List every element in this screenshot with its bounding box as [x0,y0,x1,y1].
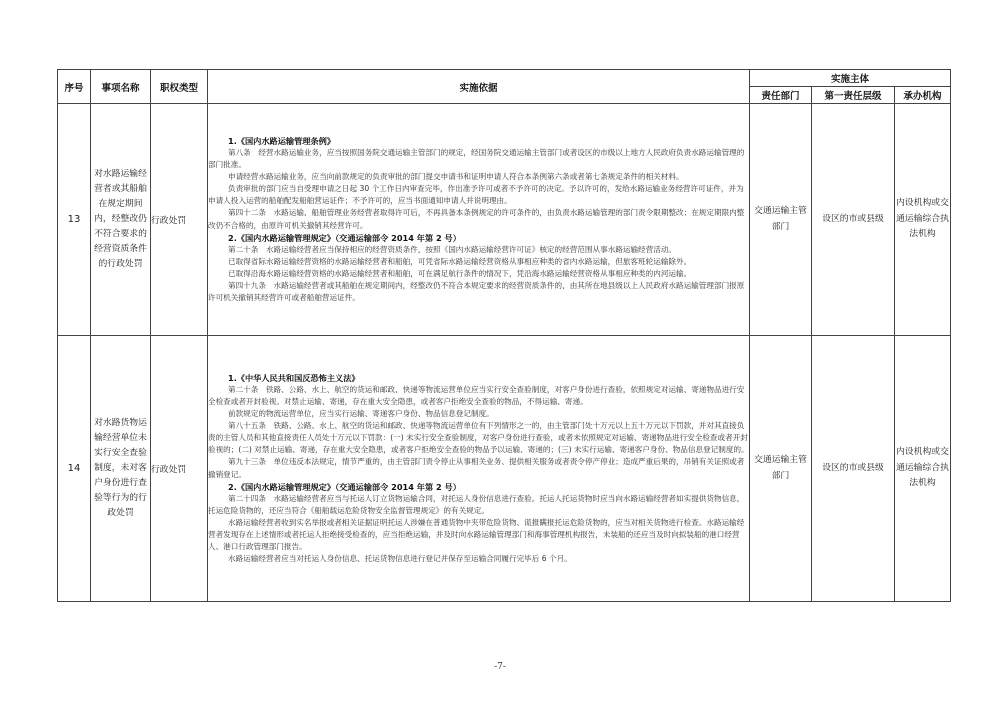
item-name: 对水路货物运输经营单位未实行安全查验制度，未对客户身份进行查验等行为的行政处罚 [91,336,151,602]
law-paragraph: 申请经营水路运输业务，应当向前款规定的负责审批的部门提交申请书和证明申请人符合本条例第六条或者第七条规定条件的相关材料。 [228,172,684,182]
power-type: 行政处罚 [151,104,208,336]
law-paragraph: 第四十二条 水路运输、船舶管理业务经营者取得许可后，不再具备本条例规定的许可条件的，由负责水路运输管理的部门责令限期整改；在规定期限内整改仍不合格的，由原许可机关撤销其经营许可。 [208,208,745,230]
law-title: 1.《国内水路运输管理条例》 [228,135,336,146]
row-number: 14 [58,336,91,602]
item-name: 对水路运输经营者或其船舶在规定期间内，经整改仍不符合要求的经营资质条件的行政处罚 [91,104,151,336]
basis-cell [208,336,750,602]
header-first-level: 第一责任层级 [812,87,895,104]
undertaker: 内设机构或交通运输综合执法机构 [895,336,951,602]
header-resp-dept: 责任部门 [750,87,812,104]
law-paragraph: 前款规定的物流运营单位，应当实行运输、寄递客户身份、物品信息登记制度。 [228,409,494,419]
law-paragraph: 第二十条 铁路、公路、水上、航空的货运和邮政、快递等物流运营单位应当实行安全查验制度，对客户身份进行查验，依照规定对运输、寄递物品进行安全检查或者开封验视。对禁止运输、寄递，存在重大安全隐患，或者客户拒绝安全查验的物品，不得运输、寄递。 [208,384,745,406]
responsible-dept: 交通运输主管部门 [750,104,812,336]
page-number: -7- [494,662,506,672]
first-level: 设区的市或县级 [812,336,895,602]
header-row-1 [58,70,951,87]
law-paragraph: 水路运输经营者应当对托运人身份信息、托运货物信息进行登记并保存至运输合同履行完毕后 6 个月。 [228,554,572,564]
law-paragraph: 第九十三条 单位违反本法规定，情节严重的，由主管部门责令停止从事相关业务、提供相关服务或者责令停产停业；造成严重后果的，吊销有关证照或者撤销登记。 [208,457,745,479]
first-level: 设区的市或县级 [812,104,895,336]
row-number: 13 [58,104,91,336]
header-undertaker: 承办机构 [895,87,951,104]
header-power-type: 职权类型 [151,70,208,104]
power-type: 行政处罚 [151,336,208,602]
law-title: 2.《国内水路运输管理规定》（交通运输部令 2014 年第 2 号） [228,481,461,492]
law-paragraph: 第四十九条 水路运输经营者或其船舶在规定期间内，经整改仍不符合本规定要求的经营资质条件的，由其所在地县级以上人民政府水路运输管理部门报原许可机关撤销其经营许可或者船舶营运证件。 [208,280,745,303]
header-seq: 序号 [58,70,91,104]
law-title: 2.《国内水路运输管理规定》（交通运输部令 2014 年第 2 号） [228,232,461,243]
undertaker: 内设机构或交通运输综合执法机构 [895,104,951,336]
header-item-name: 事项名称 [91,70,151,104]
basis-cell [208,104,750,336]
law-paragraph: 已取得省际水路运输经营资格的水路运输经营者和船舶，可凭省际水路运输经营资格从事相应种类的省内水路运输，但旅客班轮运输除外。 [228,256,692,266]
law-paragraph: 负责审批的部门应当自受理申请之日起 30 个工作日内审查完毕，作出准予许可或者不予许可的决定。予以许可的，发给水路运输业务经营许可证件，并为申请人投入运营的船舶配发船舶营运证件；不予许可的，应当书面通知申请人并说明理由。 [208,184,744,206]
header-basis: 实施依据 [208,70,750,104]
law-title: 1.《中华人民共和国反恐怖主义法》 [228,372,360,383]
enforcement-table [57,69,951,602]
law-paragraph: 第二十条 水路运输经营者应当保持相应的经营资质条件，按照《国内水路运输经营许可证》核定的经营范围从事水路运输经营活动。 [228,244,677,254]
law-paragraph: 水路运输经营者收到实名举报或者相关证据证明托运人涉嫌在普通货物中夹带危险货物、谎报瞒报托运危险货物的，应当对相关货物进行检查。水路运输经营者发现存在上述情形或者托运人拒绝接受检查的，应当拒绝运输，并及时向水路运输管理部门和海事管理机构报告，未装船的还应当及时向拟装船的港口经营人、港口行政管理部门报告。 [208,517,745,552]
responsible-dept: 交通运输主管部门 [750,336,812,602]
law-paragraph: 第二十四条 水路运输经营者应当与托运人订立货物运输合同，对托运人身份信息进行查验。托运人托运货物时应当向水路运输经营者如实提供货物信息，托运危险货物的，还应当符合《船舶载运危险货物安全监督管理规定》的有关规定。 [208,493,745,515]
law-paragraph: 已取得沿海水路运输经营资格的水路运输经营者和船舶，可在满足航行条件的情况下，凭沿海水路运输经营资格从事相应种类的内河运输。 [228,268,692,278]
law-paragraph: 第八十五条 铁路、公路、水上、航空的货运和邮政、快递等物流运营单位有下列情形之一的，由主管部门处十万元以上五十万元以下罚款，并对其直接负责的主管人员和其他直接责任人员处十万元以下罚款：(一) 未实行安全查验制度，对客户身份进行查验，或者未依照规定对运输、寄递物品进行安全检查或者开封验视的；(二) 对禁止运输、寄递，存在重大安全隐患，或者客户拒绝安全查验的物品予以运输、寄递的；(三) 未实行运输、寄递客户身份、物品信息登记制度的。 [208,421,749,455]
law-paragraph: 第八条 经营水路运输业务，应当按照国务院交通运输主管部门的规定，经国务院交通运输主管部门或者设区的市级以上地方人民政府负责水路运输管理的部门批准。 [208,147,745,170]
header-subject: 实施主体 [750,70,951,87]
table-row [58,336,951,602]
table-row [58,104,951,336]
